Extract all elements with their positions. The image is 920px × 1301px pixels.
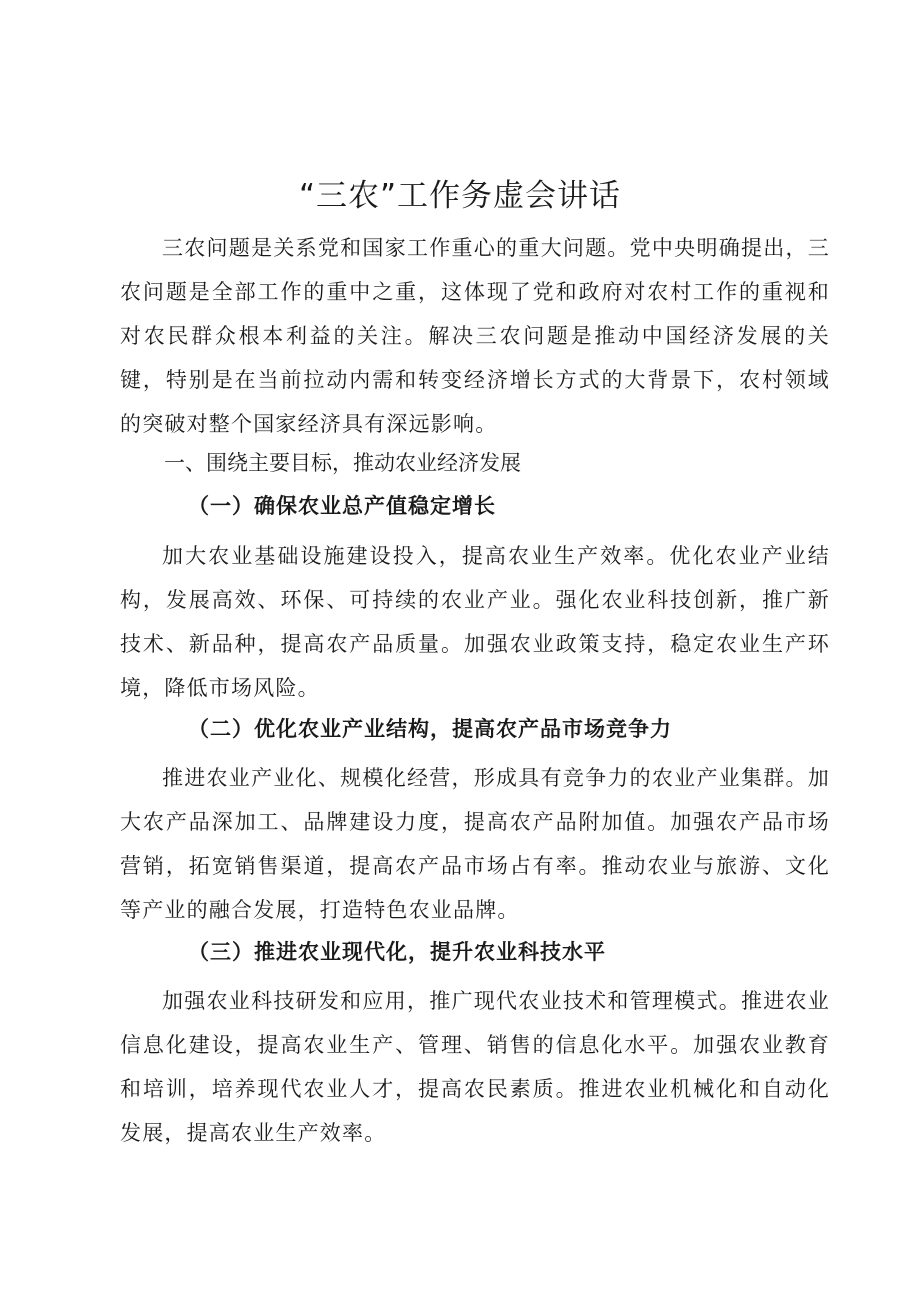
subsection-heading-1: （一）确保农业总产值稳定增长 [188,493,496,518]
subsection-heading-2: （二）优化农业产业结构，提高农产品市场竞争力 [188,716,672,741]
subsection-body-3: 加强农业科技研发和应用，推广现代农业技术和管理模式。推进农业信息化建设，提高农业生产、管理、销售的信息化水平。加强农业教育和培训，培养现代农业人才，提高农民素质。推进农业机械化和自动化发展，提高农业生产效率。 [120,989,830,1145]
page-title: “三农”工作务虚会讲话 [298,178,622,214]
subsection-heading-3: （三）推进农业现代化，提升农业科技水平 [188,939,606,964]
subsection-body-1: 加大农业基础设施建设投入，提高农业生产效率。优化农业产业结构，发展高效、环保、可持续的农业产业。强化农业科技创新，推广新技术、新品种，提高农产品质量。加强农业政策支持，稳定农业生产环境，降低市场风险。 [120,544,830,700]
section-heading-1: 一、围绕主要目标，推动农业经济发展 [164,451,521,475]
intro-paragraph: 三农问题是关系党和国家工作重心的重大问题。党中央明确提出，三农问题是全部工作的重中之重，这体现了党和政府对农村工作的重视和对农民群众根本利益的关注。解决三农问题是推动中国经济发展的关键，特别是在当前拉动内需和转变经济增长方式的大背景下，农村领域的突破对整个国家经济具有深远影响。 [120,236,830,436]
subsection-body-2: 推进农业产业化、规模化经营，形成具有竞争力的农业产业集群。加大农产品深加工、品牌建设力度，提高农产品附加值。加强农产品市场营销，拓宽销售渠道，提高农产品市场占有率。推动农业与旅游、文化等产业的融合发展，打造特色农业品牌。 [120,766,830,922]
